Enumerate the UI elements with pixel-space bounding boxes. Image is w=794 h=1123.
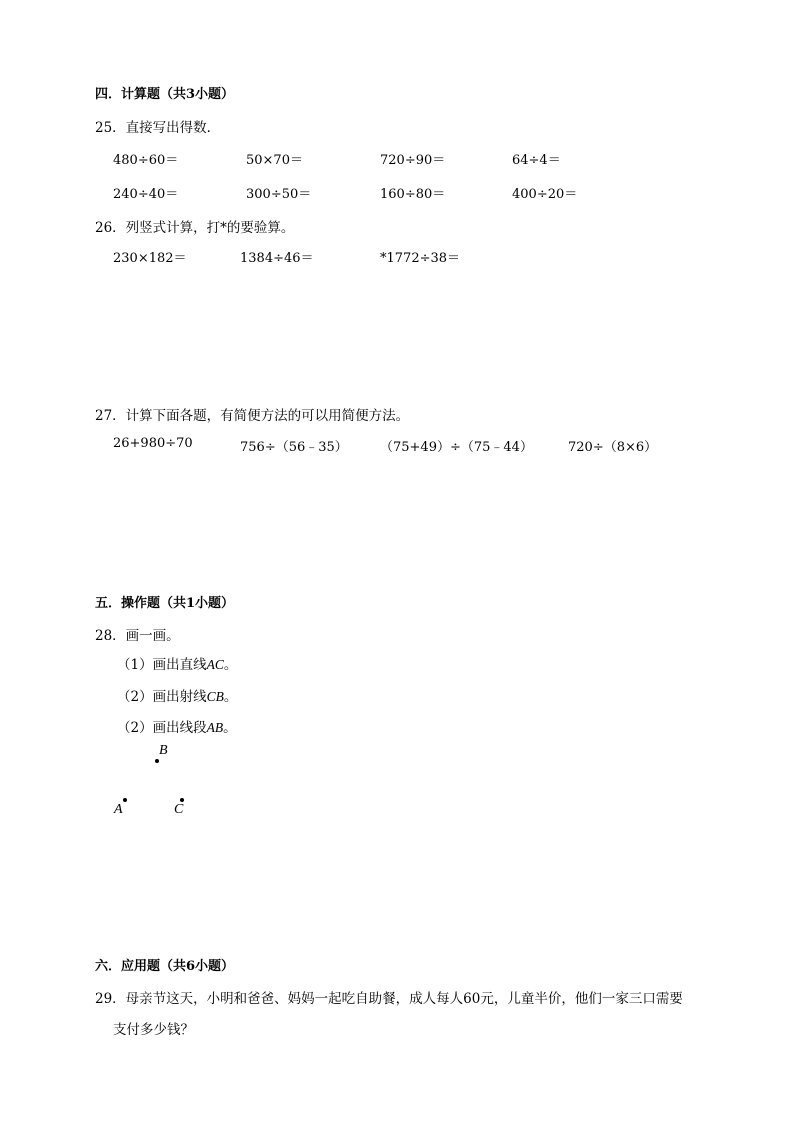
q27-expr-3: （75+49）÷（75﹣44）: [380, 440, 533, 455]
question-25-text: 25．直接写出得数．: [95, 120, 221, 136]
q28-sub-3-label: AB: [206, 720, 224, 735]
point-b-dot: [155, 759, 159, 763]
q27-expr-1: 26+980÷70: [113, 436, 193, 451]
q26-expr-2: 1384÷46＝: [240, 251, 314, 266]
q28-sub-1-prefix: （1）画出直线: [117, 657, 207, 673]
q28-sub-2-suffix: 。: [223, 689, 238, 705]
q25-expr-5: 240÷40＝: [113, 187, 179, 202]
section-6-title: 六．应用题（共6小题）: [95, 959, 235, 974]
q25-expr-8: 400÷20＝: [512, 187, 578, 202]
question-28-text: 28．画一画。: [95, 628, 180, 644]
question-27-text: 27．计算下面各题，有简便方法的可以用简便方法。: [95, 408, 410, 424]
q25-expr-1: 480÷60＝: [113, 153, 179, 168]
point-a-label: A: [114, 802, 123, 817]
point-b-label: B: [159, 743, 168, 758]
q25-expr-3: 720÷90＝: [380, 153, 446, 168]
q28-sub-1-label: AC: [206, 657, 224, 672]
q28-sub-1: [117, 653, 237, 673]
section-4-title: 四．计算题（共3小题）: [95, 87, 235, 102]
q28-sub-2-label: CB: [206, 689, 224, 704]
q28-sub-2: [117, 685, 237, 705]
q27-expr-4: 720÷（8×6）: [568, 440, 658, 455]
q25-expr-4: 64÷4＝: [512, 153, 561, 168]
q25-expr-6: 300÷50＝: [246, 187, 312, 202]
q26-expr-1: 230×182＝: [113, 251, 187, 266]
q28-sub-2-prefix: （2）画出射线: [117, 689, 207, 705]
question-26-text: 26．列竖式计算，打*的要验算。: [95, 220, 295, 236]
q28-sub-3: [117, 716, 237, 736]
q25-expr-7: 160÷80＝: [380, 187, 446, 202]
point-c-label: C: [174, 802, 184, 817]
q28-sub-3-suffix: 。: [223, 720, 237, 736]
q27-expr-2: 756÷（56﹣35）: [240, 440, 348, 455]
section-5-title: 五．操作题（共1小题）: [95, 596, 235, 611]
q26-expr-3: *1772÷38＝: [380, 251, 461, 266]
question-29-line-2: 支付多少钱？: [113, 1022, 194, 1038]
question-29-line-1: 29．母亲节这天，小明和爸爸、妈妈一起吃自助餐，成人每人60元，儿童半价，他们一家三口需要: [95, 991, 683, 1007]
q28-sub-3-prefix: （2）画出线段: [117, 720, 207, 736]
point-a-dot: [123, 798, 127, 802]
q28-sub-1-suffix: 。: [223, 657, 238, 673]
q25-expr-2: 50×70＝: [246, 153, 303, 168]
